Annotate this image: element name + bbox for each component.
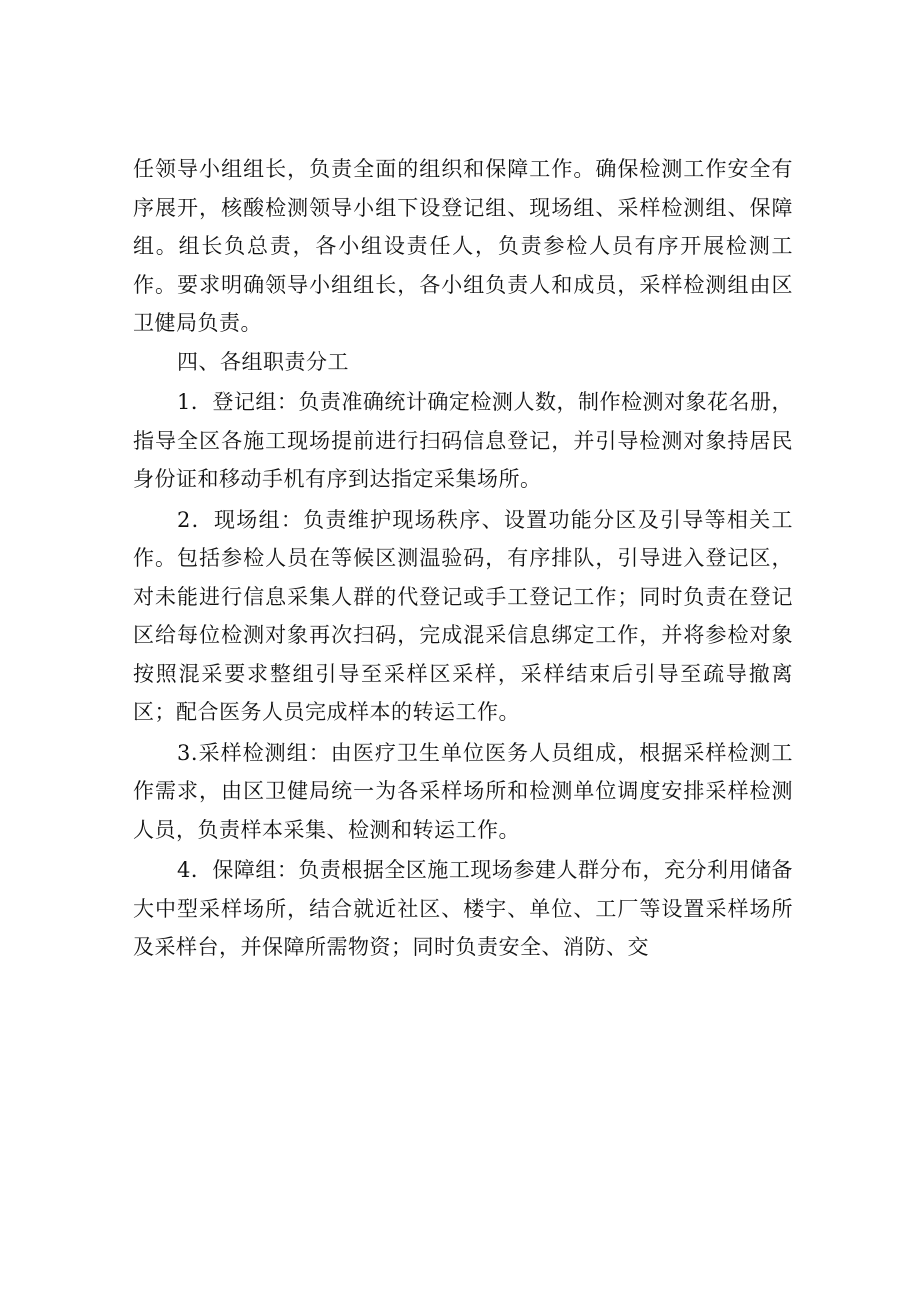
- paragraph-onsite-group: 2．现场组：负责维护现场秩序、设置功能分区及引导等相关工作。包括参检人员在等候区测温验码，有序排队，引导进入登记区，对未能进行信息采集人群的代登记或手工登记工作；同时负责在登记区给每位检测对象再次扫码，完成混采信息绑定工作，并将参检对象按照混采要求整组引导至采样区采样，采样结束后引导至疏导撤离区；配合医务人员完成样本的转运工作。: [133, 507, 793, 724]
- paragraph-leadership-continued: 任领导小组组长，负责全面的组织和保障工作。确保检测工作安全有序展开，核酸检测领导小组下设登记组、现场组、采样检测组、保障组。组长负总责，各小组设责任人，负责参检人员有序开展检测工作。要求明确领导小组组长，各小组负责人和成员，采样检测组由区卫健局负责。: [133, 157, 793, 335]
- section-heading-group-duties: 四、各组职责分工: [177, 349, 349, 374]
- paragraph-sampling-testing-group: 3.采样检测组：由医疗卫生单位医务人员组成，根据采样检测工作需求，由区卫健局统一为各采样场所和检测单位调度安排采样检测人员，负责样本采集、检测和转运工作。: [133, 740, 793, 842]
- document-body: [133, 150, 793, 967]
- paragraph-support-group: 4．保障组：负责根据全区施工现场参建人群分布，充分利用储备大中型采样场所，结合就近社区、楼宇、单位、工厂等设置采样场所及采样台，并保障所需物资；同时负责安全、消防、交: [133, 858, 793, 959]
- paragraph-registration-group: 1．登记组：负责准确统计确定检测人数，制作检测对象花名册，指导全区各施工现场提前进行扫码信息登记，并引导检测对象持居民身份证和移动手机有序到达指定采集场所。: [133, 390, 793, 491]
